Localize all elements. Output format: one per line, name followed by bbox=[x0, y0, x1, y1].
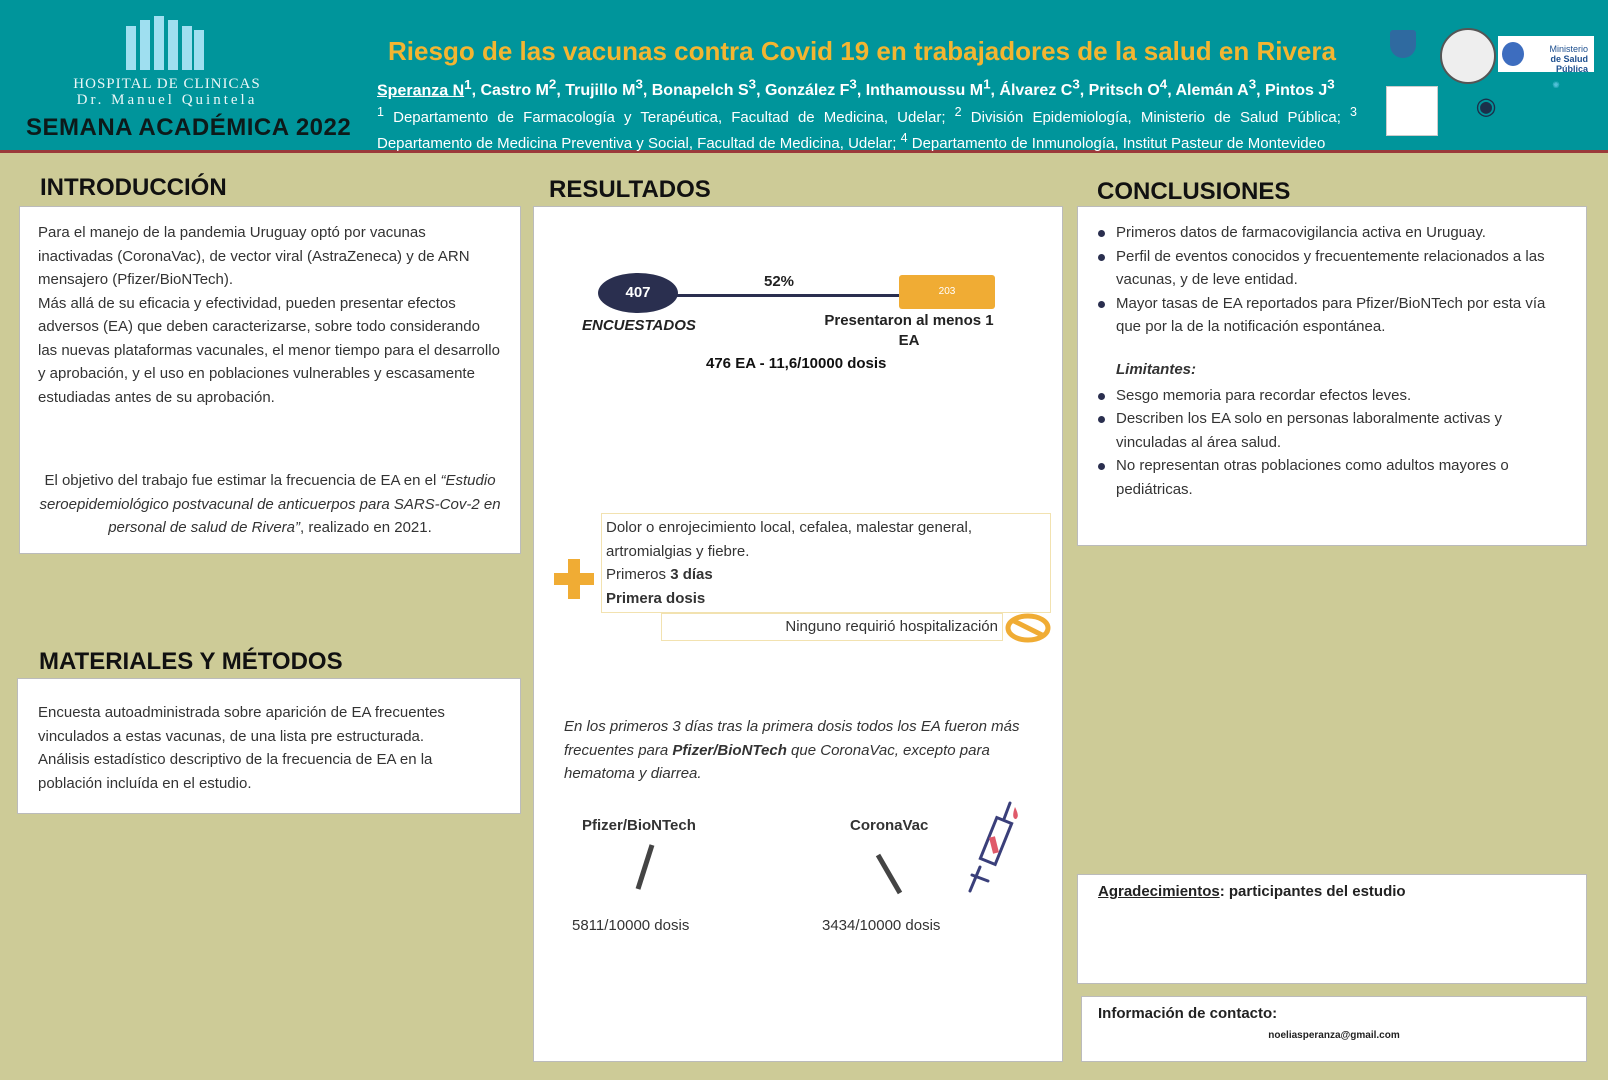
first-dose: Primera dosis bbox=[606, 589, 706, 607]
conclusions-box bbox=[1077, 206, 1587, 546]
methods-paragraph-1: Encuesta autoadministrada sobre aparición de EA frecuentes vinculados a estas vacunas, de una lista pre estructurada. bbox=[38, 704, 445, 745]
results-heading: RESULTADOS bbox=[549, 176, 711, 203]
contact-box bbox=[1081, 996, 1587, 1062]
conclusion-item: Primeros datos de farmacovigilancia activa en Uruguay. bbox=[1094, 221, 1570, 245]
vaccine-rate-pfizer: 5811/10000 dosis bbox=[572, 917, 690, 934]
methods-box bbox=[17, 678, 521, 814]
author-name: Álvarez C bbox=[999, 82, 1073, 100]
plus-icon bbox=[554, 559, 594, 599]
hospital-name: HOSPITAL DE CLINICAS Dr. Manuel Quintela bbox=[73, 76, 261, 108]
acknowledgments-box bbox=[1077, 874, 1587, 984]
vaccine-name-coronavac: CoronaVac bbox=[850, 817, 929, 834]
contact-heading: Información de contacto: bbox=[1098, 1005, 1278, 1022]
authors-line: Speranza $N^1$, Castro $M^2$, Trujillo $M^3$, Bonapelch $S^3$, González $F^3$, Inthamoussu $M^1$, Álvarez $C^3$, Pritsch $O^4$, Alemán $A^3$, Pintos $J^3$ bbox=[377, 77, 1335, 100]
limit-item: No representan otras poblaciones como adultos mayores o pediátricas. bbox=[1094, 454, 1570, 501]
author-name: Pritsch O bbox=[1088, 82, 1160, 100]
hospital-logo-icon bbox=[126, 16, 206, 70]
faculty-seal-icon bbox=[1440, 28, 1496, 84]
results-box bbox=[533, 206, 1063, 1062]
intro-heading: INTRODUCCIÓN bbox=[40, 174, 227, 201]
prohibited-icon bbox=[1004, 613, 1052, 643]
surveyed-count: 407 bbox=[598, 273, 678, 313]
conclusion-item: Perfil de eventos conocidos y frecuentemente relacionados a las vacunas, y de leve entidad. bbox=[1094, 245, 1570, 292]
affiliation-item: Departamento de Farmacología y Terapéutica, Facultad de Medicina, Udelar; bbox=[383, 109, 955, 126]
intro-box bbox=[19, 206, 521, 554]
author-name: Alemán A bbox=[1175, 82, 1249, 100]
affiliation-item: Departamento de Medicina Preventiva y Social, Facultad de Medicina, Udelar; bbox=[377, 135, 901, 152]
conclusion-item: Mayor tasas de EA reportados para Pfizer/BioNTech por esta vía que por la de la notificación espontánea. bbox=[1094, 292, 1570, 339]
author-name: Castro M bbox=[480, 82, 549, 100]
intro-paragraph-1: Para el manejo de la pandemia Uruguay optó por vacunas inactivadas (CoronaVac), de vector viral (AstraZeneca) y de ARN mensajero (Pfizer/BioNTech). bbox=[38, 224, 470, 288]
limit-item: Describen los EA solo en personas laboralmente activas y vinculadas al área salud. bbox=[1094, 407, 1570, 454]
vaccine-rate-coronavac: 3434/10000 dosis bbox=[822, 917, 941, 934]
author-name: Inthamoussu M bbox=[865, 82, 984, 100]
flow-line bbox=[677, 294, 899, 297]
down-arrow-icon bbox=[874, 853, 910, 899]
vaccine-name-pfizer: Pfizer/BioNTech bbox=[582, 817, 696, 834]
hospitalization-text: Ninguno requirió hospitalización bbox=[661, 613, 1003, 641]
affiliation-item: División Epidemiología, Ministerio de Salud Pública; bbox=[961, 109, 1351, 126]
limits-list bbox=[1094, 384, 1570, 502]
syringe-icon bbox=[966, 797, 1026, 897]
conclusions-heading: CONCLUSIONES bbox=[1097, 178, 1291, 205]
udelar-logo-icon bbox=[1380, 30, 1426, 86]
author-name: González F bbox=[764, 82, 850, 100]
surveyed-label: ENCUESTADOS bbox=[582, 317, 696, 334]
first-days: Primeros 3 días bbox=[606, 566, 713, 583]
intro-paragraph-2: Más allá de su eficacia y efectividad, pueden presentar efectos adversos (EA) que deben caracterizarse, sobre todo considerando las nuevas plataformas vacunales, el menor tiempo para el desarrollo y aprobación, y el uso en poblaciones vulnerables y escasamente estudiadas antes de su aprobación. bbox=[38, 294, 500, 406]
ae-percent: 52% bbox=[764, 273, 795, 290]
author-name: Pintos J bbox=[1265, 82, 1328, 100]
author-name: Bonapelch S bbox=[651, 82, 749, 100]
intro-objective: El objetivo del trabajo fue estimar la frecuencia de EA en el “Estudio seroepidemiológico postvacunal de anticuerpos para SARS-Cov-2 en personal de salud de Rivera”, realizado en 2021. bbox=[39, 472, 501, 536]
comparison-text: En los primeros 3 días tras la primera dosis todos los EA fueron más frecuentes para Pfizer/BioNTech que CoronaVac, excepto para hematoma y diarrea. bbox=[564, 718, 1020, 782]
poster-title: Riesgo de las vacunas contra Covid 19 en trabajadores de la salud en Rivera bbox=[388, 36, 1336, 66]
contact-email[interactable]: noeliasperanza@gmail.com bbox=[1268, 1030, 1400, 1041]
institut-pasteur-logo-icon: ✺ bbox=[1552, 80, 1560, 90]
event-name: SEMANA ACADÉMICA 2022 bbox=[26, 114, 352, 141]
limits-heading: Limitantes: bbox=[1116, 360, 1197, 378]
symptoms-box bbox=[601, 513, 1051, 613]
conclusions-list bbox=[1094, 221, 1570, 339]
down-arrow-icon bbox=[630, 843, 660, 895]
symptoms-text: Dolor o enrojecimiento local, cefalea, malestar general, artromialgias y fiebre. bbox=[606, 519, 973, 560]
affiliation-item: Departamento de Inmunología, Institut Pasteur de Montevideo bbox=[907, 135, 1326, 152]
total-ae: 476 EA - 11,6/10000 dosis bbox=[706, 355, 887, 372]
author-name: Trujillo M bbox=[565, 82, 636, 100]
eye-logo-icon: ◉ bbox=[1475, 93, 1497, 120]
methods-paragraph-2: Análisis estadístico descriptivo de la frecuencia de EA en la población incluída en el estudio. bbox=[38, 751, 433, 792]
msp-logo-icon: Ministerio de Salud Pública bbox=[1498, 36, 1594, 72]
institution-logos bbox=[1380, 24, 1600, 144]
methods-heading: MATERIALES Y MÉTODOS bbox=[39, 648, 343, 675]
acknowledgments-text: Agradecimientos: participantes del estudio bbox=[1098, 883, 1406, 900]
ae-count: 203 bbox=[899, 275, 995, 309]
limit-item: Sesgo memoria para recordar efectos leves. bbox=[1094, 384, 1570, 408]
pharmacovigilance-logo-icon bbox=[1386, 86, 1438, 136]
poster-header bbox=[0, 0, 1608, 153]
affiliations: $^1$ Departamento de Farmacología y Terapéutica, Facultad de Medicina, Udelar; $^2$ División Epidemiología, Ministerio de Salud Pública; $^3$ Departamento de Medicina Preventiva y Social, Facultad de Medicina, Udelar; $^4$ Departamento de Inmunología, Institut Pasteur de Montevideo bbox=[377, 105, 1357, 152]
ae-label: Presentaron al menos 1 EA bbox=[824, 312, 994, 349]
